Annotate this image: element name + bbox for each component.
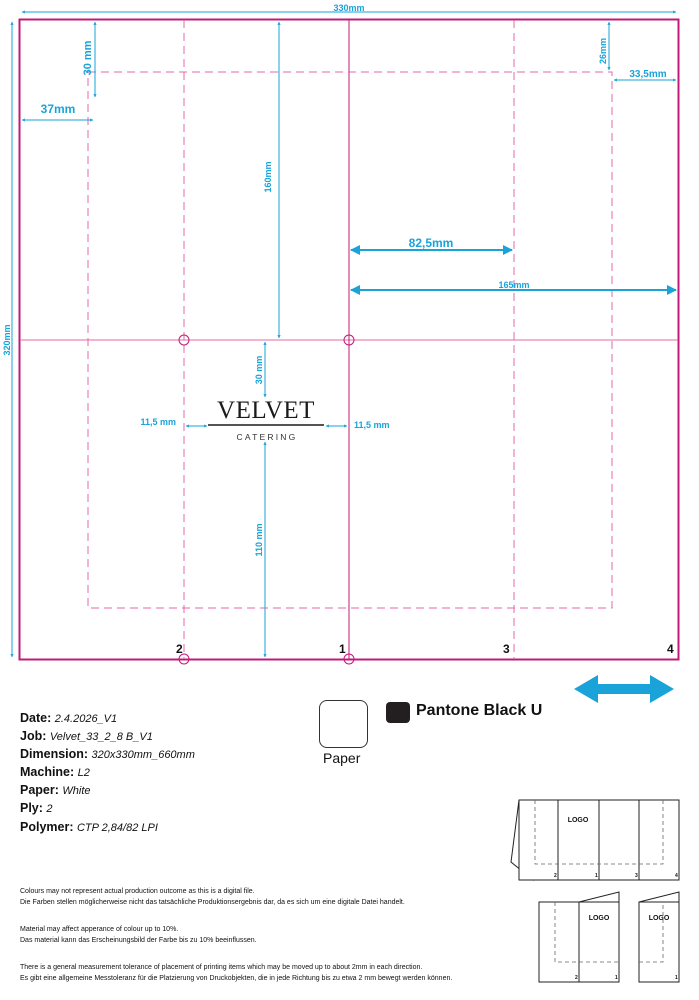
fold-diagram-b <box>539 892 619 982</box>
logo-name: VELVET <box>217 397 315 424</box>
logo-top-label: 30 mm <box>254 355 264 385</box>
top-margin-label: 30 mm <box>82 40 94 76</box>
spec-paper: Paper: White <box>20 783 91 798</box>
logo-bottom-label: 110 mm <box>254 523 264 557</box>
tolerance-note: There is a general measurement tolerance of placement of printing items which may be moved up to about 2mm in each direction. Es gibt eine allgemeine Messtoleranz für die Platzierung von Druckobjekten, die in jede Richtung bis zu etwa 2 mm bewegt werden können. <box>20 964 453 982</box>
top-right-label: 26mm <box>598 37 608 65</box>
svg-text:LOGO: LOGO <box>567 817 589 824</box>
paper-swatch-label: Paper <box>323 750 361 766</box>
spec-ply: Ply: 2 <box>20 801 53 816</box>
panel-width-label: 82,5mm <box>408 236 454 250</box>
fold-diagram-c <box>639 892 679 982</box>
panel-number: 4 <box>667 642 674 656</box>
fold-diagram-a <box>511 800 679 880</box>
colour-note: Colours may not represent actual production outcome as this is a digital file. Die Farben stellen möglicherweise nicht das tatsächliche Produktionsergebnis dar, da es sich um eine digitale Datei handelt. <box>20 888 405 906</box>
spec-machine: Machine: L2 <box>20 765 90 780</box>
spec-date: Date: 2.4.2026_V1 <box>20 711 118 725</box>
job-specs <box>20 710 195 837</box>
logo-tagline: CATERING <box>236 432 298 442</box>
right-margin-label: 33,5mm <box>629 69 667 80</box>
material-note: Material may affect apperance of colour up to 10%. Das material kann das Erscheinungsbild der Farbe bis zu 10% beeinflussen. <box>20 926 257 944</box>
svg-text:3: 3 <box>635 873 638 879</box>
spec-polymer: Polymer: CTP 2,84/82 LPI <box>20 819 158 834</box>
spec-job: Job: Velvet_33_2_8 B_V1 <box>20 729 153 744</box>
direction-arrow-icon <box>574 675 674 703</box>
logo-left-label: 11,5 mm <box>140 417 176 427</box>
total-height-label: 320mm <box>2 324 12 356</box>
spec-dimension: Dimension: 320x330mm_660mm <box>20 747 195 762</box>
svg-text:2: 2 <box>554 873 557 879</box>
logo-right-label: 11,5 mm <box>354 420 390 430</box>
pantone-swatch-label: Pantone Black U <box>416 702 543 719</box>
svg-text:2: 2 <box>575 975 578 981</box>
panel-number: 1 <box>339 642 346 656</box>
paper-swatch <box>319 700 368 748</box>
panel-number: 3 <box>503 642 510 656</box>
total-width-label: 330mm <box>333 3 365 13</box>
half-width-label: 165mm <box>498 280 530 290</box>
fold-height-label: 160mm <box>263 161 273 193</box>
svg-text:LOGO: LOGO <box>588 915 610 922</box>
svg-text:1: 1 <box>675 975 678 981</box>
svg-text:LOGO: LOGO <box>648 915 670 922</box>
left-margin-label: 37mm <box>40 102 76 116</box>
svg-text:1: 1 <box>595 873 598 879</box>
panel-number: 2 <box>176 642 183 656</box>
svg-text:4: 4 <box>675 873 678 879</box>
svg-text:1: 1 <box>615 975 618 981</box>
pantone-swatch <box>386 702 410 723</box>
